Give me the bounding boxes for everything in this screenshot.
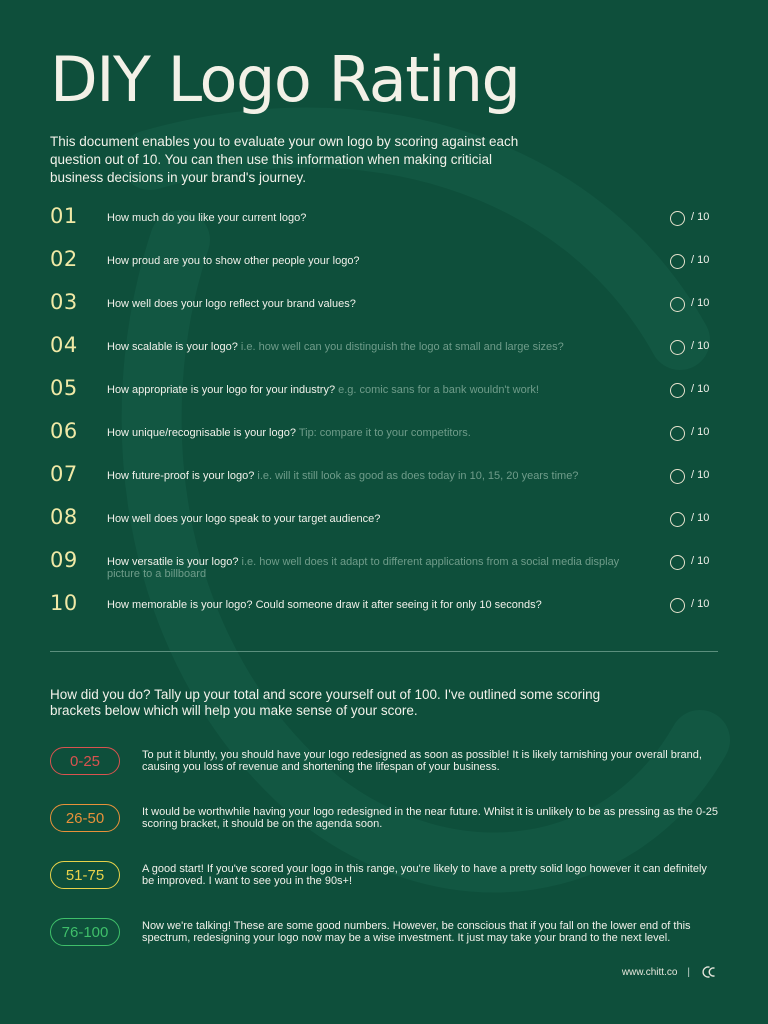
bracket-description: To put it bluntly, you should have your logo redesigned as soon as possible! It is likely tarnishing your overall brand, causing you loss of revenue and shortening the lifespan of your business. (142, 749, 702, 773)
question-number: 02 (50, 247, 78, 271)
divider (50, 651, 718, 652)
question-label: How well does your logo speak to your target audience? (107, 513, 381, 525)
score-input[interactable] (670, 555, 685, 570)
question-text (107, 212, 647, 224)
page-title: DIY Logo Rating (50, 43, 520, 116)
scoring-brackets (50, 744, 718, 972)
question-row (50, 458, 718, 501)
score-field (670, 468, 716, 488)
question-row (50, 544, 718, 587)
score-suffix: / 10 (691, 383, 710, 395)
score-field (670, 554, 716, 574)
bracket-description: Now we're talking! These are some good numbers. However, be conscious that if you fall on the lower end of this spectrum, redesigning your logo now may be a wise investment. It just may take your brand to the next level. (142, 920, 691, 944)
question-number: 07 (50, 462, 78, 486)
score-field (670, 339, 716, 359)
bracket-row (50, 858, 718, 915)
question-number: 03 (50, 290, 78, 314)
score-suffix: / 10 (691, 512, 710, 524)
question-row (50, 372, 718, 415)
bracket-range-badge: 76-100 (50, 918, 120, 946)
question-text (107, 384, 647, 396)
question-label: How scalable is your logo? (107, 341, 238, 353)
intro-paragraph: This document enables you to evaluate your own logo by scoring against each question out of 10. You can then use this information when making criticial business decisions in your brand's journey. (50, 134, 519, 185)
question-text (107, 599, 647, 611)
question-label: How well does your logo reflect your brand values? (107, 298, 356, 310)
bracket-row (50, 744, 718, 801)
question-row (50, 329, 718, 372)
question-label: How versatile is your logo? (107, 556, 239, 568)
question-text (107, 298, 647, 310)
score-suffix: / 10 (691, 555, 710, 567)
bracket-description: A good start! If you've scored your logo in this range, you're likely to have a pretty solid logo however it can definitely be improved. I want to see you in the 90s+! (142, 863, 707, 887)
question-label: How memorable is your logo? Could someone draw it after seeing it for only 10 seconds? (107, 599, 542, 611)
website-link[interactable]: www.chitt.co (621, 966, 678, 978)
score-field (670, 253, 716, 273)
question-text (107, 556, 647, 580)
bracket-row (50, 801, 718, 858)
score-suffix: / 10 (691, 254, 710, 266)
question-text (107, 427, 647, 439)
score-input[interactable] (670, 469, 685, 484)
question-list (50, 200, 718, 630)
footer-separator: | (687, 966, 690, 978)
score-input[interactable] (670, 598, 685, 613)
bracket-range-badge: 51-75 (50, 861, 120, 889)
score-suffix: / 10 (691, 211, 710, 223)
score-input[interactable] (670, 512, 685, 527)
question-hint: Tip: compare it to your competitors. (298, 427, 471, 439)
chitt-logo-icon (700, 965, 718, 979)
question-number: 01 (50, 204, 78, 228)
summary-paragraph: How did you do? Tally up your total and score yourself out of 100. I've outlined some scoring brackets below which will help you make sense of your score. (50, 687, 601, 718)
question-label: How much do you like your current logo? (107, 212, 307, 224)
question-row (50, 587, 718, 630)
question-label: How future-proof is your logo? (107, 470, 255, 482)
score-field (670, 425, 716, 445)
question-label: How unique/recognisable is your logo? (107, 427, 296, 439)
question-hint: e.g. comic sans for a bank wouldn't work! (338, 384, 539, 396)
score-input[interactable] (670, 254, 685, 269)
score-field (670, 382, 716, 402)
question-text (107, 341, 647, 353)
question-number: 09 (50, 548, 78, 572)
question-label: How appropriate is your logo for your industry? (107, 384, 336, 396)
score-input[interactable] (670, 211, 685, 226)
bracket-row (50, 915, 718, 972)
score-field (670, 296, 716, 316)
footer (622, 963, 718, 981)
score-input[interactable] (670, 297, 685, 312)
question-number: 06 (50, 419, 78, 443)
question-label: How proud are you to show other people your logo? (107, 255, 360, 267)
question-number: 05 (50, 376, 78, 400)
question-row (50, 243, 718, 286)
question-row (50, 200, 718, 243)
score-suffix: / 10 (691, 340, 710, 352)
question-row (50, 415, 718, 458)
score-field (670, 511, 716, 531)
bracket-range-badge: 26-50 (50, 804, 120, 832)
score-field (670, 210, 716, 230)
question-number: 08 (50, 505, 78, 529)
score-input[interactable] (670, 426, 685, 441)
question-text (107, 513, 647, 525)
question-row (50, 501, 718, 544)
score-input[interactable] (670, 383, 685, 398)
question-row (50, 286, 718, 329)
question-hint: i.e. how well does it adapt to different applications from a social media display picture to a billboard (107, 556, 620, 580)
score-field (670, 597, 716, 617)
question-number: 04 (50, 333, 78, 357)
score-suffix: / 10 (691, 598, 710, 610)
score-suffix: / 10 (691, 297, 710, 309)
score-suffix: / 10 (691, 469, 710, 481)
question-hint: i.e. will it still look as good as does today in 10, 15, 20 years time? (257, 470, 579, 482)
question-text (107, 470, 647, 482)
bracket-range-badge: 0-25 (50, 747, 120, 775)
bracket-description: It would be worthwhile having your logo redesigned in the near future. Whilst it is unlikely to be as pressing as the 0-25 scoring bracket, it should be on the agenda soon. (142, 806, 718, 830)
question-number: 10 (50, 591, 78, 615)
score-suffix: / 10 (691, 426, 710, 438)
question-hint: i.e. how well can you distinguish the logo at small and large sizes? (240, 341, 564, 353)
score-input[interactable] (670, 340, 685, 355)
question-text (107, 255, 647, 267)
